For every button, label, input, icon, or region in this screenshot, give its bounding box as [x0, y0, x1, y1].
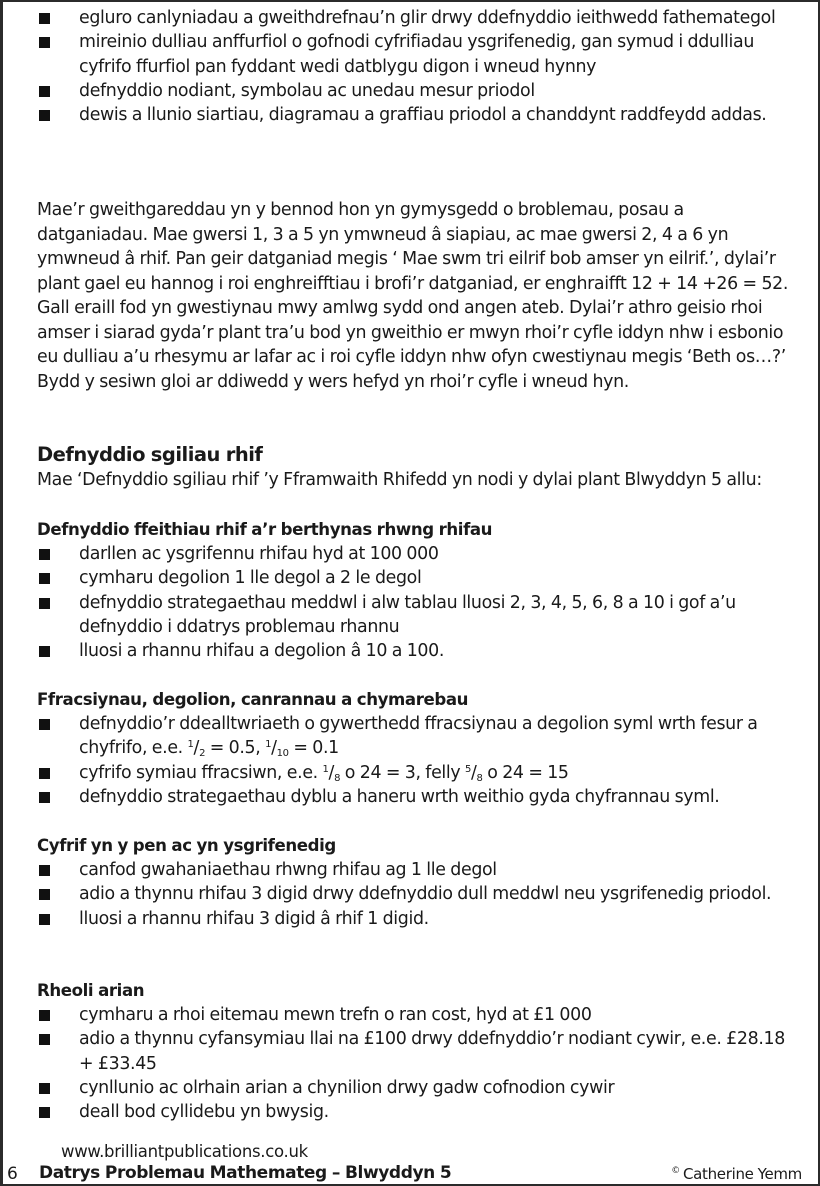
square-bullet-icon [39, 86, 50, 97]
square-bullet-icon [39, 646, 50, 657]
list-item [37, 1003, 798, 1027]
square-bullet-icon [39, 549, 50, 560]
list-item-text: defnyddio strategaethau meddwl i alw tablau lluosi 2, 3, 4, 5, 6, 8 a 10 i gof a’u defnyddio i ddatrys problemau rhannu [79, 592, 736, 637]
section-block [37, 442, 798, 493]
footer-url: www.brilliantpublications.co.uk [61, 1142, 308, 1161]
square-bullet-icon [39, 719, 50, 730]
list-item [37, 858, 798, 882]
copyright-icon: © [671, 1166, 680, 1176]
list-item-text: adio a thynnu rhifau 3 digid drwy ddefnyddio dull meddwl neu ysgrifenedig priodol. [79, 884, 772, 905]
list-item [37, 1100, 798, 1124]
list-item [37, 639, 798, 663]
subsection-money [37, 979, 798, 1124]
square-bullet-icon [39, 598, 50, 609]
list-item-text: lluosi a rhannu rhifau 3 digid â rhif 1 digid. [79, 908, 429, 929]
body-paragraph-block [37, 198, 798, 394]
page-number: 6 [7, 1164, 18, 1184]
list-item [37, 79, 798, 103]
square-bullet-icon [39, 865, 50, 876]
list-item [37, 1027, 798, 1076]
list-item [37, 30, 798, 79]
list-item-text: lluosi a rhannu rhifau a degolion â 10 a 100. [79, 641, 445, 662]
intro-bullet-list [37, 6, 798, 127]
book-title: Datrys Problemau Mathemateg – Blwyddyn 5 [39, 1163, 452, 1183]
copyright [671, 1165, 802, 1183]
square-bullet-icon [39, 792, 50, 803]
subsection-heading: Defnyddio ffeithiau rhif a’r berthynas rhwng rhifau [37, 520, 493, 539]
square-bullet-icon [39, 1083, 50, 1094]
list-item-text: deall bod cyllidebu yn bwysig. [79, 1102, 329, 1123]
subsection-heading: Cyfrif yn y pen ac yn ysgrifenedig [37, 836, 336, 855]
list-item [37, 591, 798, 640]
square-bullet-icon [39, 573, 50, 584]
list-item-text: defnyddio strategaethau dyblu a haneru wrth weithio gyda chyfrannau syml. [79, 786, 720, 807]
section-heading: Defnyddio sgiliau rhif [37, 443, 263, 466]
list-item-text: darllen ac ysgrifennu rhifau hyd at 100 000 [79, 544, 439, 564]
square-bullet-icon [39, 37, 50, 48]
list-item [37, 542, 798, 566]
list-item [37, 712, 798, 761]
list-item-text: canfod gwahaniaethau rhwng rhifau ag 1 lle degol [79, 860, 497, 880]
list-item [37, 882, 798, 906]
list-item-text: egluro canlyniadau a gweithdrefnau’n glir drwy ddefnyddio ieithwedd fathemategol [79, 8, 776, 28]
square-bullet-icon [39, 1010, 50, 1021]
author-name: Catherine Yemm [682, 1165, 802, 1183]
list-item-text: mireinio dulliau anffurfiol o gofnodi cyfrifiadau ysgrifenedig, gan symud i ddulliau cyfrifo ffurfiol pan fyddant wedi datblygu digon i wneud hynny [79, 32, 754, 77]
list-item [37, 907, 798, 931]
list-item [37, 103, 798, 127]
list-item [37, 1076, 798, 1100]
list-item-text: dewis a llunio siartiau, diagramau a graffiau priodol a chanddynt raddfeydd addas. [79, 105, 767, 126]
subsection-heading: Ffracsiynau, degolion, canrannau a chymarebau [37, 690, 469, 709]
subsection-mental-written [37, 834, 798, 931]
square-bullet-icon [39, 13, 50, 24]
list-item-text: cymharu degolion 1 lle degol a 2 le degol [79, 568, 422, 589]
subsection-heading: Rheoli arian [37, 981, 145, 1000]
list-item-text: defnyddio’r ddealltwriaeth o gywerthedd ffracsiynau a degolion syml wrth fesur a chyfrifo, e.e. $^1/_2 = 0.5$, $^1/_{10} = 0.1$ [79, 714, 758, 760]
list-item-text: cyfrifo symiau ffracsiwn, e.e. $^1/_8$ o 24 = 3, felly $^5/_8$ o 24 = 15 [79, 762, 569, 784]
body-paragraph: Mae’r gweithgareddau yn y bennod hon yn gymysgedd o broblemau, posau a datganiadau. Mae gwersi 1, 3 a 5 yn ymwneud â siapiau, ac mae gwersi 2, 4 a 6 yn ymwneud â rhif. Pan geir datganiad megis ‘ Mae swm tri eilrif bob amser yn eilrif.’, dylai’r plant gael eu hannog i roi enghreifftiau i brofi’r datganiad, er enghraifft 12 + 14 +26 = 52. Gall eraill fod yn gwestiynau mwy amlwg sydd ond angen ateb. Dylai’r athro geisio rhoi amser i siarad gyda’r plant tra’u bod yn gweithio er mwyn rhoi’r cyfle iddyn nhw i esbonio eu dulliau a’u rhesymu ar lafar ac i roi cyfle iddyn nhw ofyn cwestiynau megis ‘Beth os…?’ Bydd y sesiwn gloi ar ddiwedd y wers hefyd yn rhoi’r cyfle i wneud hyn. [37, 200, 789, 392]
section-intro: Mae ‘Defnyddio sgiliau rhif ’y Fframwaith Rhifedd yn nodi y dylai plant Blwyddyn 5 allu: [37, 470, 762, 490]
list-item [37, 566, 798, 590]
subsection-number-facts [37, 518, 798, 663]
list-item [37, 6, 798, 30]
square-bullet-icon [39, 889, 50, 900]
subsection-fractions [37, 688, 798, 809]
list-item [37, 761, 798, 785]
list-item [37, 785, 798, 809]
square-bullet-icon [39, 768, 50, 779]
list-item-text: cynllunio ac olrhain arian a chynilion drwy gadw cofnodion cywir [79, 1077, 615, 1098]
list-item-text: adio a thynnu cyfansymiau llai na £100 drwy ddefnyddio’r nodiant cywir, e.e. £28.18 + £33.45 [79, 1029, 785, 1074]
list-item-text: cymharu a rhoi eitemau mewn trefn o ran cost, hyd at £1 000 [79, 1005, 592, 1025]
square-bullet-icon [39, 1107, 50, 1118]
square-bullet-icon [39, 914, 50, 925]
square-bullet-icon [39, 1034, 50, 1045]
list-item-text: defnyddio nodiant, symbolau ac unedau mesur priodol [79, 80, 535, 101]
square-bullet-icon [39, 110, 50, 121]
